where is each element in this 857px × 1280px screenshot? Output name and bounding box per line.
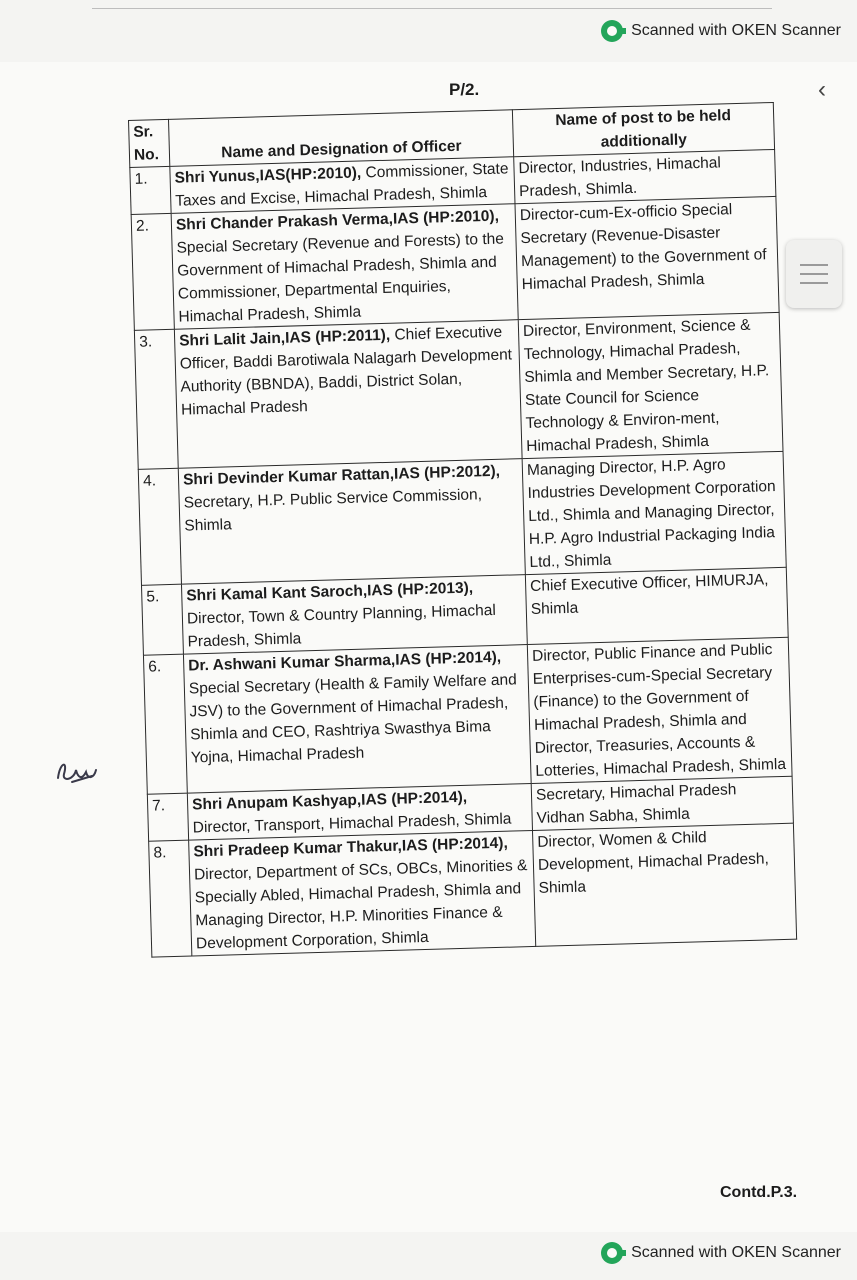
column-header-post: Name of post to be held additionally (512, 102, 774, 156)
sr-cell: 8. (149, 840, 192, 957)
scanner-label: Scanned with OKEN Scanner (631, 22, 841, 39)
officer-cell (181, 575, 527, 655)
officer-cell (189, 830, 536, 956)
oken-logo-icon (601, 20, 623, 42)
officer-name: Shri Devinder Kumar Rattan,IAS (HP:2012), (182, 462, 501, 489)
sr-cell: 5. (141, 584, 183, 655)
table-row (149, 823, 797, 957)
post-cell: Director, Environment, Science & Technology, Himachal Pradesh, Shimla and Member Secretary, H.P. State Council for Science Technology & Environ-ment, Himachal Pradesh, Shimla (518, 312, 783, 458)
scanner-label: Scanned with OKEN Scanner (631, 1244, 841, 1261)
post-cell: Director-cum-Ex-officio Special Secretary (Revenue-Disaster Management) to the Government of Himachal Pradesh, Shimla (515, 196, 779, 319)
officer-cell (178, 459, 525, 585)
continued-note: Contd.P.3. (720, 1184, 798, 1201)
hamburger-menu-icon[interactable] (786, 240, 842, 308)
sr-cell: 7. (147, 793, 188, 841)
scanner-watermark-bottom (601, 1242, 841, 1264)
officer-cell (183, 645, 531, 794)
officer-name: Shri Anupam Kashyap,IAS (HP:2014), (191, 788, 468, 814)
post-cell: Director, Women & Child Development, Himachal Pradesh, Shimla (532, 823, 796, 946)
initials-signature (52, 752, 100, 788)
table-row (131, 196, 779, 330)
officer-designation: Special Secretary (Health & Family Welfare and JSV) to the Government of Himachal Pradesh, Shimla and CEO, Rashtriya Swasthya Bima Yojna, Himachal Pradesh (188, 671, 517, 767)
officer-designation: Chief Executive Officer, Baddi Barotiwala Nalagarh Development Authority (BBNDA), Baddi, District Solan, Himachal Pradesh (179, 323, 513, 419)
post-cell: Director, Industries, Himachal Pradesh, Shimla. (514, 149, 776, 203)
post-cell: Managing Director, H.P. Agro Industries Development Corporation Ltd., Shimla and Managing Director, H.P. Agro Industrial Packaging India Ltd., Shimla (522, 451, 786, 574)
officer-designation: Special Secretary (Revenue and Forests) to the Government of Himachal Pradesh, Shimla and Commissioner, Departmental Enquiries, Himachal Pradesh, Shimla (176, 230, 505, 326)
table-row (138, 451, 786, 585)
table-row (134, 312, 783, 469)
officer-cell (174, 320, 522, 469)
post-cell: Director, Public Finance and Public Enterprises-cum-Special Secretary (Finance) to the Government of Himachal Pradesh, Shimla and Director, Treasuries, Accounts & Lotteries, Himachal Pradesh, Shimla (527, 637, 792, 783)
chevron-left-icon[interactable]: ‹ (818, 76, 826, 103)
officer-designation: Secretary, H.P. Public Service Commission, Shimla (183, 486, 483, 535)
table-row (143, 637, 792, 794)
officer-name: Shri Chander Prakash Verma,IAS (HP:2010), (175, 207, 500, 234)
officer-designation: Director, Department of SCs, OBCs, Minorities & Specially Abled, Himachal Pradesh, Shimla and Managing Director, H.P. Minorities Finance & Development Corporation, Shimla (193, 857, 528, 953)
column-header-sr: Sr. No. (129, 119, 170, 167)
scanner-watermark-top (601, 20, 841, 42)
officer-name: Shri Kamal Kant Saroch,IAS (HP:2013), (186, 579, 474, 605)
sr-cell: 6. (143, 654, 187, 794)
officer-posting-table (128, 102, 797, 958)
sr-cell: 1. (130, 166, 171, 214)
officer-designation: Director, Transport, Himachal Pradesh, Shimla (192, 810, 512, 837)
officer-designation: Commissioner, State Taxes and Excise, Himachal Pradesh, Shimla (175, 160, 509, 210)
officer-name: Dr. Ashwani Kumar Sharma,IAS (HP:2014), (188, 648, 502, 675)
officer-name: Shri Lalit Jain,IAS (HP:2011), (178, 326, 391, 350)
page-number: P/2. (449, 80, 480, 99)
officer-cell (171, 204, 518, 330)
officer-name: Shri Pradeep Kumar Thakur,IAS (HP:2014), (193, 834, 508, 861)
top-rule (92, 8, 772, 9)
officer-designation: Director, Town & Country Planning, Himachal Pradesh, Shimla (186, 601, 497, 651)
oken-logo-icon (601, 1242, 623, 1264)
sr-cell: 4. (138, 468, 181, 585)
sr-cell: 2. (131, 213, 174, 330)
column-header-officer: Name and Designation of Officer (168, 110, 513, 167)
officer-posting-table-wrap (128, 102, 796, 958)
officer-name: Shri Yunus,IAS(HP:2010), (174, 164, 362, 187)
post-cell: Secretary, Himachal Pradesh Vidhan Sabha, Shimla (531, 776, 793, 830)
post-cell: Chief Executive Officer, HIMURJA, Shimla (525, 567, 788, 644)
sr-cell: 3. (134, 329, 178, 469)
